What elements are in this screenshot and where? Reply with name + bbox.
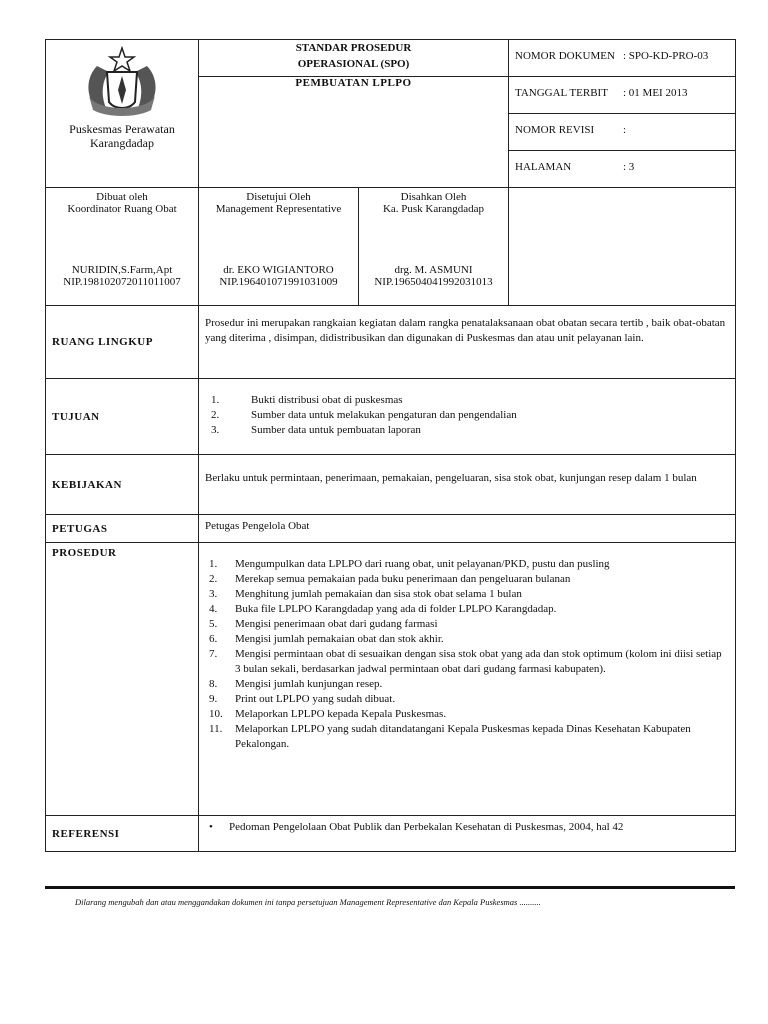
section-body-officer: Petugas Pengelola Obat — [199, 515, 736, 543]
signature-name: dr. EKO WIGIANTORO — [223, 264, 334, 276]
procedure-list — [205, 557, 729, 752]
signature-prepared — [46, 188, 199, 306]
signature-name: drg. M. ASMUNI — [394, 264, 473, 276]
spo-table — [45, 39, 736, 852]
logo-cell — [46, 40, 199, 188]
procedure-step: 1. Mengumpulkan data LPLPO dari ruang obat, unit pelayanan/PKD, pustu dan pusling — [209, 558, 610, 570]
procedure-step-text: Buka file LPLPO Karangdadap yang ada di folder LPLPO Karangdadap. — [235, 603, 557, 615]
procedure-step: 3. Menghitung jumlah pemakaian dan sisa stok obat selama 1 bulan — [209, 588, 522, 600]
list-item: 2. Sumber data untuk melakukan pengaturan dan pengendalian — [211, 409, 517, 421]
section-label-reference: REFERENSI — [46, 816, 199, 852]
procedure-step: 2. Merekap semua pemakaian pada buku penerimaan dan pengeluaran bulanan — [209, 573, 571, 585]
signature-position: Management Representative — [215, 203, 342, 215]
procedure-step: 4. Buka file LPLPO Karangdadap yang ada di folder LPLPO Karangdadap. — [209, 603, 557, 615]
meta-label: NOMOR DOKUMEN — [515, 50, 615, 62]
procedure-step-text: Print out LPLPO yang sudah dibuat. — [235, 693, 396, 705]
meta-label: TANGGAL TERBIT — [515, 87, 608, 99]
signature-role: Disetujui Oleh — [246, 191, 311, 203]
list-item-text: Bukti distribusi obat di puskesmas — [251, 394, 403, 406]
signature-empty-cell — [509, 188, 736, 306]
document-title: PEMBUATAN LPLPO — [199, 77, 509, 188]
meta-document-number — [509, 40, 736, 77]
list-item: 1. Bukti distribusi obat di puskesmas — [211, 394, 403, 406]
procedure-step-text: Melaporkan LPLPO kepada Kepala Puskesmas. — [235, 708, 447, 720]
signature-role: Dibuat oleh — [96, 191, 148, 203]
list-item-text: Sumber data untuk melakukan pengaturan dan pengendalian — [251, 409, 517, 421]
signature-nip: NIP.196401071991031009 — [219, 276, 338, 288]
procedure-step-text: Merekap semua pemakaian pada buku penerimaan dan pengeluaran bulanan — [235, 573, 571, 585]
procedure-step: 5. Mengisi penerimaan obat dari gudang farmasi — [209, 618, 438, 630]
procedure-step-text: Mengumpulkan data LPLPO dari ruang obat, unit pelayanan/PKD, pustu dan pusling — [235, 558, 610, 570]
meta-value: : — [623, 124, 627, 136]
section-label-purpose: TUJUAN — [46, 379, 199, 455]
bullet-icon: • — [209, 821, 213, 833]
signature-name: NURIDIN,S.Farm,Apt — [71, 264, 173, 276]
procedure-step-text: Melaporkan LPLPO yang sudah ditandatangani Kepala Puskesmas kepada Dinas Kesehatan Kabupaten Pekalongan. — [235, 723, 691, 750]
signature-role: Disahkan Oleh — [400, 191, 467, 203]
section-body-procedure — [199, 543, 736, 816]
signature-approved — [199, 188, 359, 306]
procedure-step-text: Mengisi jumlah pemakaian obat dan stok akhir. — [235, 633, 444, 645]
meta-value: : 3 — [623, 161, 635, 173]
section-body-purpose — [199, 379, 736, 455]
procedure-step: 6. Mengisi jumlah pemakaian obat dan stok akhir. — [209, 633, 444, 645]
signature-ratified — [359, 188, 509, 306]
procedure-step-text: Mengisi permintaan obat di sesuaikan dengan sisa stok obat yang ada dan stok optimum (kolom ini diisi setiap 3 bulan sekali, berdasarkan jadwal permintaan obat dari gudang farmasi kabupaten). — [235, 648, 722, 675]
footer-divider — [45, 886, 735, 889]
procedure-step-text: Mengisi jumlah kunjungan resep. — [235, 678, 383, 690]
spo-title-line-1: STANDAR PROSEDUR — [295, 42, 412, 54]
list-item: 3. Sumber data untuk pembuatan laporan — [211, 424, 421, 436]
meta-label: NOMOR REVISI — [515, 124, 595, 136]
section-label-policy: KEBIJAKAN — [46, 455, 199, 515]
procedure-step: 10. Melaporkan LPLPO kepada Kepala Puskesmas. — [209, 708, 447, 720]
procedure-step: 7. Mengisi permintaan obat di sesuaikan dengan sisa stok obat yang ada dan stok optimum (kolom ini diisi setiap 3 bulan sekali, berdasarkan jadwal permintaan obat dari gudang farmasi kabupaten). — [209, 648, 722, 675]
section-label-scope: RUANG LINGKUP — [46, 306, 199, 379]
section-body-reference — [199, 816, 736, 852]
purpose-list — [205, 393, 729, 438]
footer-note: Dilarang mengubah dan atau menggandakan dokumen ini tanpa persetujuan Management Representative dan Kepala Puskesmas .......... — [75, 897, 541, 907]
list-item-text: Sumber data untuk pembuatan laporan — [251, 424, 421, 436]
reference-text: Pedoman Pengelolaan Obat Publik dan Perbekalan Kesehatan di Puskesmas, 2004, hal 42 — [229, 821, 624, 833]
section-label-procedure: PROSEDUR — [46, 543, 199, 816]
procedure-step-text: Mengisi penerimaan obat dari gudang farmasi — [235, 618, 438, 630]
government-emblem-logo — [77, 46, 167, 118]
procedure-step: 11. Melaporkan LPLPO yang sudah ditandatangani Kepala Puskesmas kepada Dinas Kesehatan Kabupaten Pekalongan. — [209, 723, 691, 750]
spo-document — [45, 39, 735, 845]
signature-position: Koordinator Ruang Obat — [67, 203, 177, 215]
meta-revision-number — [509, 114, 736, 151]
reference-item — [205, 820, 729, 835]
meta-value: : SPO-KD-PRO-03 — [623, 50, 709, 62]
signature-position: Ka. Pusk Karangdadap — [382, 203, 485, 215]
section-body-scope: Prosedur ini merupakan rangkaian kegiatan dalam rangka penatalaksanaan obat obatan secara tertib , baik obat-obatan yang diterima , disimpan, didistribusikan dan digunakan di Puskesmas dan atau unit pelayanan lain. — [199, 306, 736, 379]
spo-title-line-2: OPERASIONAL (SPO) — [297, 58, 410, 70]
spo-title — [199, 40, 509, 77]
signature-nip: NIP.198102072011011007 — [63, 276, 181, 288]
meta-label: HALAMAN — [515, 161, 572, 173]
meta-value: : 01 MEI 2013 — [623, 87, 688, 99]
organization-name: Puskesmas Perawatan Karangdadap — [69, 122, 175, 150]
section-body-policy: Berlaku untuk permintaan, penerimaan, pemakaian, pengeluaran, sisa stok obat, kunjungan resep dalam 1 bulan — [199, 455, 736, 515]
procedure-step: 9. Print out LPLPO yang sudah dibuat. — [209, 693, 396, 705]
procedure-step-text: Menghitung jumlah pemakaian dan sisa stok obat selama 1 bulan — [235, 588, 522, 600]
procedure-step: 8. Mengisi jumlah kunjungan resep. — [209, 678, 383, 690]
section-label-officer: PETUGAS — [46, 515, 199, 543]
signature-nip: NIP.196504041992031013 — [374, 276, 493, 288]
meta-issue-date — [509, 77, 736, 114]
meta-page — [509, 151, 736, 188]
